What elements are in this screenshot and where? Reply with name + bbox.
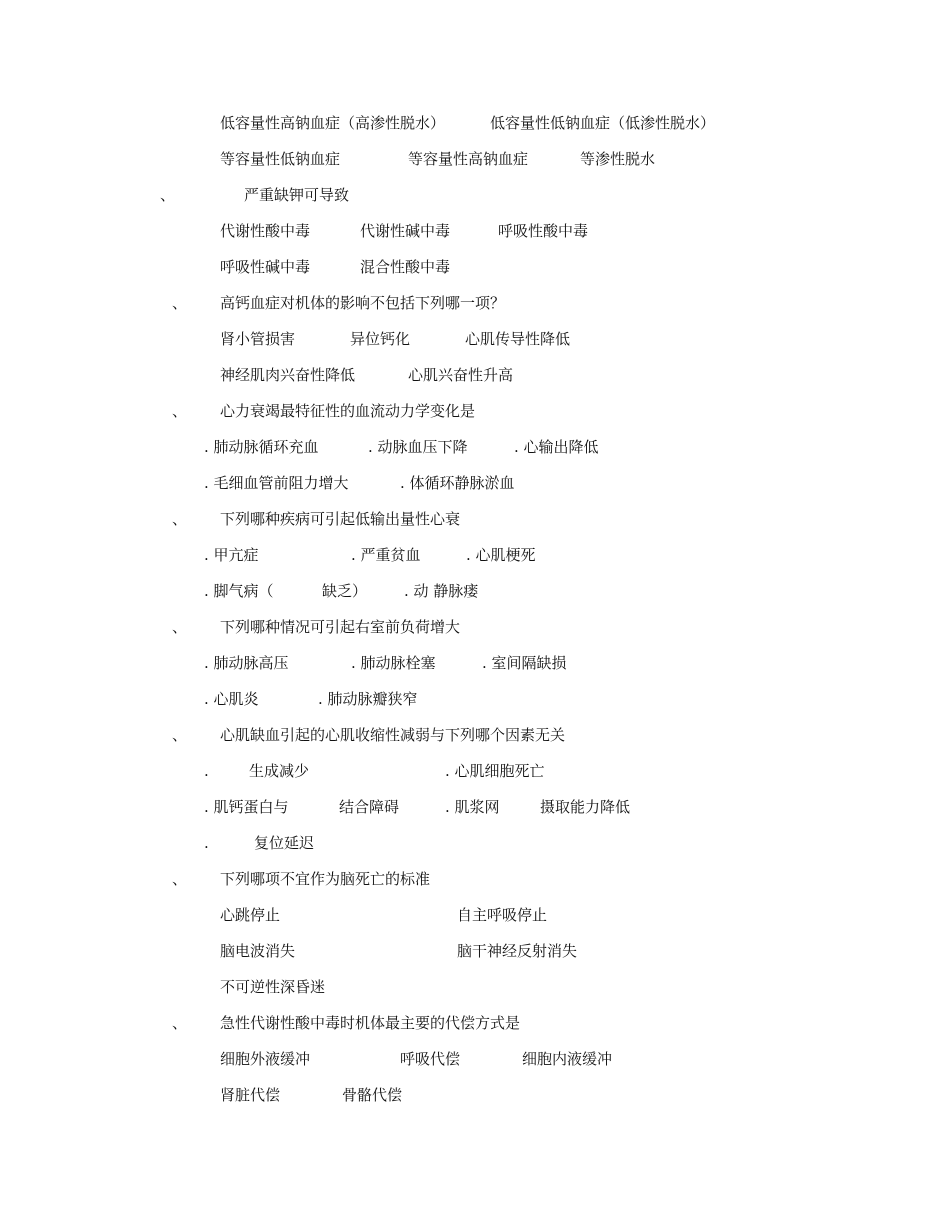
question-text: 心肌缺血引起的心肌收缩性减弱与下列哪个因素无关 (220, 726, 566, 744)
option-text: . 毛细血管前阻力增大 (204, 474, 349, 492)
option-text: . 动脉血压下降 (368, 438, 468, 456)
option-text: . 甲亢症 (204, 546, 259, 564)
option-text: 摄取能力降低 (540, 798, 631, 816)
question-marker: 、 (172, 618, 188, 636)
option-text: 结合障碍 (339, 798, 400, 816)
option-text: 低容量性高钠血症（高渗性脱水） (220, 114, 446, 132)
option-text: 细胞内液缓冲 (522, 1050, 613, 1068)
option-text: . 肺动脉瓣狭窄 (318, 690, 418, 708)
option-text: 不可逆性深昏迷 (220, 978, 326, 996)
option-text: . 严重贫血 (351, 546, 421, 564)
question-marker: 、 (160, 186, 176, 204)
question-marker: 、 (172, 402, 188, 420)
option-text: 神经肌肉兴奋性降低 (220, 366, 356, 384)
option-text: . 体循环静脉淤血 (400, 474, 515, 492)
option-text: 呼吸性碱中毒 (220, 258, 311, 276)
option-text: . 心肌梗死 (466, 546, 536, 564)
option-text: 心肌兴奋性升高 (408, 366, 514, 384)
option-text: 代谢性碱中毒 (360, 222, 451, 240)
option-text: 细胞外液缓冲 (220, 1050, 311, 1068)
option-text: 低容量性低钠血症（低渗性脱水） (490, 114, 716, 132)
question-text: 严重缺钾可导致 (244, 186, 350, 204)
option-text: 自主呼吸停止 (457, 906, 548, 924)
option-text: . 肺动脉高压 (204, 654, 289, 672)
question-text: 下列哪种疾病可引起低输出量性心衰 (220, 510, 461, 528)
option-text: 混合性酸中毒 (360, 258, 451, 276)
option-text: . 脚气病（ (204, 582, 274, 600)
question-marker: 、 (172, 1014, 188, 1032)
question-marker: 、 (172, 726, 188, 744)
option-text: . (204, 762, 209, 780)
option-text: . 肺动脉栓塞 (351, 654, 436, 672)
question-marker: 、 (172, 870, 188, 888)
option-text: 呼吸性酸中毒 (498, 222, 589, 240)
question-marker: 、 (172, 294, 188, 312)
option-text: 异位钙化 (350, 330, 411, 348)
option-text: 肾小管损害 (220, 330, 296, 348)
option-text: . 动 静脉瘘 (404, 582, 479, 600)
option-text: 缺乏） (322, 582, 368, 600)
option-text: 等容量性低钠血症 (220, 150, 341, 168)
question-text: 心力衰竭最特征性的血流动力学变化是 (220, 402, 476, 420)
question-marker: 、 (172, 510, 188, 528)
option-text: 脑电波消失 (220, 942, 296, 960)
option-text: . 心肌细胞死亡 (445, 762, 545, 780)
question-text: 下列哪种情况可引起右室前负荷增大 (220, 618, 461, 636)
option-text: 复位延迟 (254, 834, 315, 852)
option-text: 代谢性酸中毒 (220, 222, 311, 240)
option-text: 心肌传导性降低 (465, 330, 571, 348)
question-text: 高钙血症对机体的影响不包括下列哪一项？ (220, 294, 506, 312)
option-text: 等容量性高钠血症 (408, 150, 529, 168)
option-text: 等渗性脱水 (580, 150, 656, 168)
option-text: 脑干神经反射消失 (457, 942, 578, 960)
option-text: 心跳停止 (220, 906, 281, 924)
option-text: . 心输出降低 (514, 438, 599, 456)
option-text: . 室间隔缺损 (482, 654, 567, 672)
option-text: 肾脏代偿 (220, 1086, 281, 1104)
question-text: 下列哪项不宜作为脑死亡的标准 (220, 870, 431, 888)
option-text: . 肌钙蛋白与 (204, 798, 289, 816)
question-text: 急性代谢性酸中毒时机体最主要的代偿方式是 (220, 1014, 521, 1032)
option-text: . 肺动脉循环充血 (204, 438, 319, 456)
option-text: 生成减少 (249, 762, 310, 780)
option-text: . 心肌炎 (204, 690, 259, 708)
option-text: . 肌浆网 (445, 798, 500, 816)
option-text: 骨骼代偿 (342, 1086, 403, 1104)
option-text: . (204, 834, 209, 852)
option-text: 呼吸代偿 (400, 1050, 461, 1068)
